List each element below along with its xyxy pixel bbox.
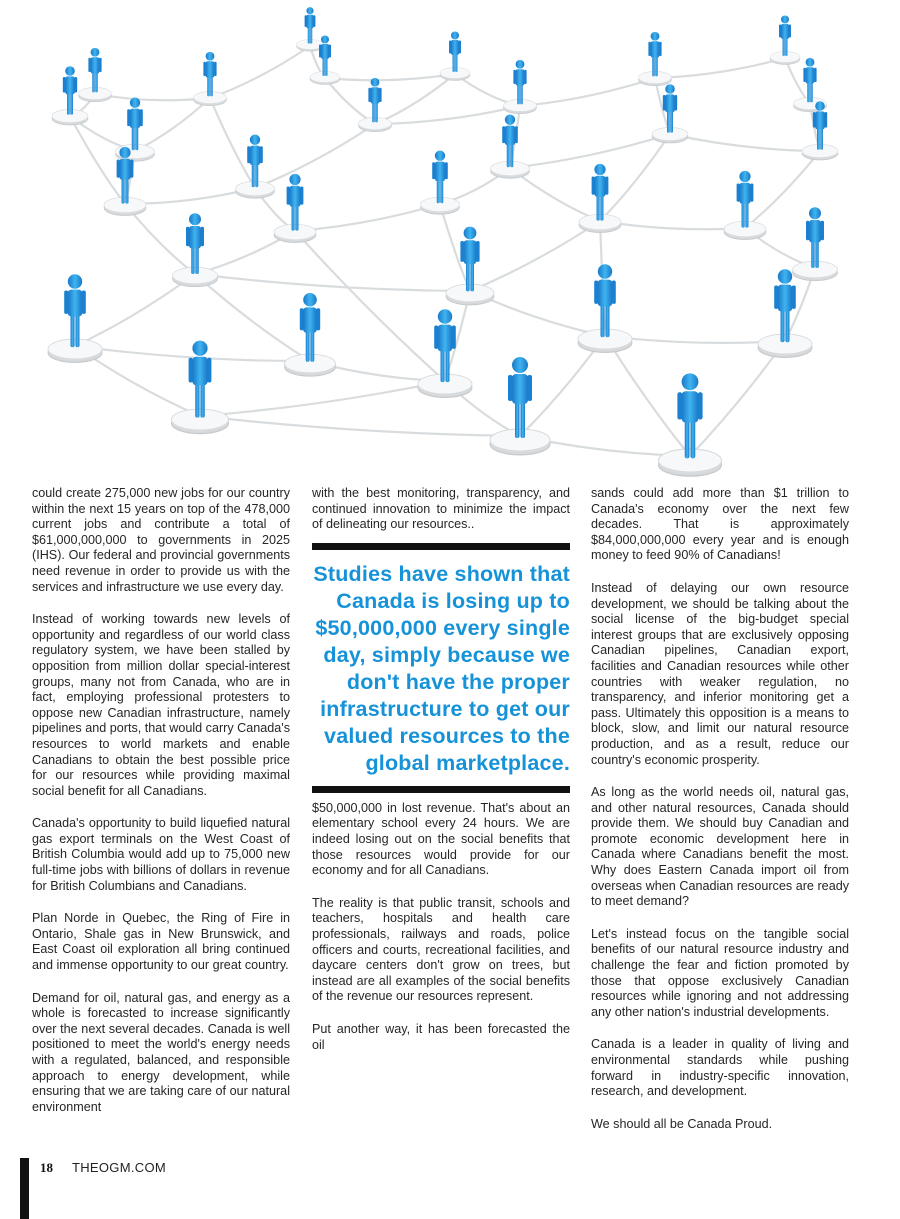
person-node bbox=[724, 171, 766, 240]
footer-rule bbox=[20, 1158, 29, 1219]
col3-paragraph-5: Canada is a leader in quality of living and environmental standards while pushing forward in industry-specific innovation, research, and development. bbox=[591, 1037, 849, 1099]
person-node bbox=[578, 264, 632, 352]
person-node bbox=[639, 32, 672, 86]
person-node bbox=[418, 309, 472, 397]
network-link bbox=[195, 274, 310, 361]
page-number: 18 bbox=[40, 1160, 53, 1175]
network-link bbox=[670, 134, 820, 151]
network-link bbox=[655, 58, 785, 78]
col1-paragraph-3: Canada's opportunity to build liquefied natural gas export terminals on the West Coast of British Columbia would add up to 75,000 new full-time jobs with billions of dollars in revenue for British Columbians and Canadians. bbox=[32, 816, 290, 893]
network-link bbox=[745, 151, 820, 228]
network-link bbox=[690, 341, 785, 456]
network-link bbox=[95, 94, 210, 100]
column-2 bbox=[312, 486, 570, 1070]
network-link bbox=[295, 204, 440, 231]
col1-paragraph-4: Plan Norde in Quebec, the Ring of Fire in Ontario, Shale gas in New Brunswick, and East Coast oil exploration all bring continued and immense opportunity to our great country. bbox=[32, 911, 290, 973]
network-link bbox=[375, 106, 520, 124]
network-link bbox=[200, 381, 445, 416]
people-network-illustration bbox=[0, 0, 900, 480]
person-node bbox=[793, 207, 838, 281]
network-link bbox=[75, 274, 195, 346]
col3-paragraph-6: We should all be Canada Proud. bbox=[591, 1116, 773, 1131]
col3-paragraph-4: Let's instead focus on the tangible social benefits of our natural resource industry and challenge the fear and fiction promoted by those that oppose exclusively Canadian resources while ignoring and not addressing any other nation's industrial developments. bbox=[591, 926, 849, 1019]
column-3 bbox=[591, 486, 849, 1149]
network-link bbox=[135, 98, 210, 151]
network-link bbox=[520, 78, 655, 106]
site-name: THEOGM.COM bbox=[72, 1160, 166, 1175]
person-node bbox=[285, 293, 336, 376]
person-node bbox=[659, 373, 722, 476]
network-link bbox=[200, 416, 520, 436]
network-link bbox=[325, 78, 375, 124]
network-link bbox=[600, 134, 670, 221]
page-footer bbox=[20, 1158, 320, 1219]
person-node bbox=[758, 269, 812, 357]
person-node bbox=[236, 135, 275, 199]
column-1 bbox=[32, 486, 290, 1132]
person-node bbox=[48, 274, 102, 362]
col2-paragraph-top: with the best monitoring, transparency, and continued innovation to minimize the impact of delineating our resources.. bbox=[312, 486, 570, 532]
pull-quote-top-rule bbox=[312, 543, 570, 550]
person-node bbox=[421, 151, 460, 215]
network-link bbox=[195, 274, 470, 291]
network-link bbox=[325, 74, 455, 80]
col3-paragraph-1: sands could add more than $1 trillion to Canada's economy over the next few decades. That is approximately $84,000,000,000 every year and is enough money to feed 90% of Canadians! bbox=[591, 486, 849, 563]
col3-paragraph-2: Instead of delaying our own resource development, we should be talking about the social license of the big-budget special interest groups that are exclusively opposing Canadian pipelines, Canadian export, facilities and Canadian resources while other countries with weaker regulation, no transparency, and inferior monitoring get a pass. Ultimately this opposition is a means to block, slow, and limit our natural resource production, and as a result, reduce our country's economic prosperity. bbox=[591, 580, 849, 767]
col1-paragraph-5: Demand for oil, natural gas, and energy as a whole is forecasted to increase significantly over the next several decades. Canada is well positioned to meet the world's energy needs with a regulated, balanced, and responsible approach to energy development, while ensuring that we are taking care of our natural environment bbox=[32, 990, 290, 1114]
col1-paragraph-1: could create 275,000 new jobs for our country within the next 15 years on top of the 478,000 current jobs and contribute a total of $61,000,000,000 to governments in 2025 (IHS). Our federal and provincial governments need revenue in order to provide us with the services and infrastructure we use every day. bbox=[32, 486, 290, 594]
network-link bbox=[470, 221, 600, 291]
person-node bbox=[490, 357, 550, 455]
person-node bbox=[491, 115, 530, 179]
network-link bbox=[600, 221, 745, 229]
col1-paragraph-2: Instead of working towards new levels of opportunity and regardless of our world class regulatory system, we have been stalled by opposition from million dollar special-interest groups, many not from Canada, who are in fact, employing professional protesters to oppose new Canadian infrastructure, namely pipelines and ports, that would carry Canada's resources to world markets and enable Canadians to obtain the best possible price for our resources while providing maximal social benefit for all Canadians. bbox=[32, 612, 290, 798]
person-node bbox=[274, 174, 316, 243]
network-link bbox=[210, 46, 310, 98]
col2-paragraph-1: $50,000,000 in lost revenue. That's about an elementary school every 24 hours. We are indeed losing out on the social benefits that those resources would provide for our economy and for all Canadians. bbox=[312, 800, 570, 878]
col2-paragraph-3: Put another way, it has been forecasted the oil bbox=[312, 1021, 570, 1052]
person-node bbox=[194, 52, 227, 106]
person-node bbox=[504, 60, 537, 114]
network-link bbox=[510, 134, 670, 168]
person-node bbox=[579, 164, 621, 233]
network-link bbox=[375, 74, 455, 124]
network-link bbox=[210, 98, 255, 188]
network-link bbox=[70, 116, 125, 204]
person-node bbox=[172, 341, 229, 434]
person-node bbox=[79, 48, 112, 102]
col3-paragraph-3: As long as the world needs oil, natural gas, and other natural resources, Canada should provide them. We should buy Canadian and promote economic development here in Canada where Canadians benefit the most. Why does Eastern Canada import oil from overseas when Canadian resources are ready to meet demand? bbox=[591, 785, 849, 909]
col2-paragraph-2: The reality is that public transit, schools and teachers, hospitals and health care professionals, railways and roads, police officers and courts, recreational facilities, and daycare centers don't grow on trees, but instead are all examples of the social benefits of the revenue our resources represent. bbox=[312, 895, 570, 1004]
pull-quote-bottom-rule bbox=[312, 786, 570, 793]
person-node bbox=[297, 7, 324, 51]
network-link bbox=[255, 124, 375, 188]
person-node bbox=[440, 32, 470, 81]
network-link bbox=[605, 336, 690, 456]
pull-quote: Studies have shown that Canada is losing up to $50,000,000 every single day, simply because we don't have the proper infrastructure to get our valued resources to the global marketplace. bbox=[313, 561, 570, 775]
person-node bbox=[770, 16, 800, 65]
person-node bbox=[173, 213, 218, 287]
person-node bbox=[359, 78, 392, 132]
person-node bbox=[446, 227, 494, 305]
